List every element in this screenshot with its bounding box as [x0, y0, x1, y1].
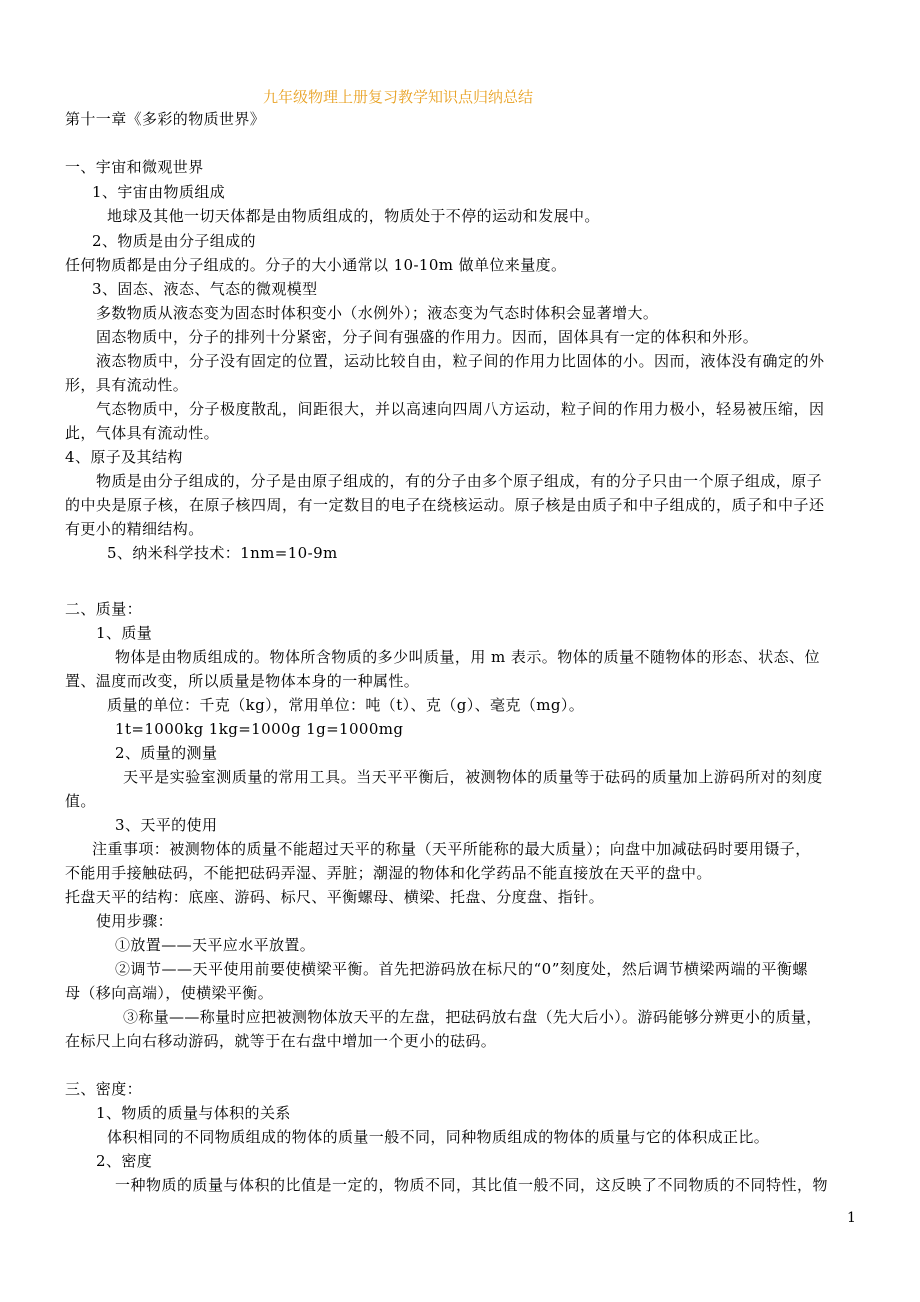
- text-line: 3、天平的使用: [115, 816, 218, 834]
- text-line: 置、温度而改变，所以质量是物体本身的一种属性。: [65, 672, 420, 690]
- text-line: 液态物质中，分子没有固定的位置，运动比较自由，粒子间的作用力比固体的小。因而，液体没有确定的外: [96, 352, 825, 370]
- text-line: 值。: [65, 792, 96, 810]
- page-number: 1: [847, 1210, 856, 1226]
- text-line: 2、质量的测量: [115, 744, 218, 762]
- text-line: 二、质量：: [65, 600, 143, 618]
- text-line: ②调节——天平使用前要使横梁平衡。首先把游码放在标尺的“0”刻度处，然后调节横梁两端的平衡螺: [115, 960, 808, 978]
- text-line: 2、密度: [96, 1152, 153, 1170]
- text-line: 母（移向高端），使横梁平衡。: [65, 984, 274, 1002]
- text-line: 第十一章《多彩的物质世界》: [65, 110, 266, 128]
- text-line: 不能用手接触砝码，不能把砝码弄湿、弄脏；潮湿的物体和化学药品不能直接放在天平的盘中。: [65, 864, 712, 882]
- text-line: 一种物质的质量与体积的比值是一定的，物质不同，其比值一般不同，这反映了不同物质的不同特性，物: [115, 1176, 829, 1194]
- text-line: 物体是由物质组成的。物体所含物质的多少叫质量，用 m 表示。物体的质量不随物体的形态、状态、位: [115, 648, 820, 666]
- text-line: 3、固态、液态、气态的微观模型: [92, 280, 318, 298]
- text-line: 质量的单位：千克（kg），常用单位：吨（t）、克（g）、毫克（mg）。: [107, 696, 585, 714]
- text-line: 1、质量: [96, 624, 153, 642]
- text-line: 此，气体具有流动性。: [65, 424, 220, 442]
- text-line: 2、物质是由分子组成的: [92, 232, 256, 250]
- document-title: 九年级物理上册复习教学知识点归纳总结: [263, 88, 534, 106]
- text-line: 1、宇宙由物质组成: [92, 183, 226, 201]
- text-line: 注重事项：被测物体的质量不能超过天平的称量（天平所能称的最大质量）；向盘中加减砝码时要用镊子，: [92, 840, 811, 858]
- text-line: 天平是实验室测质量的常用工具。当天平平衡后，被测物体的质量等于砝码的质量加上游码所对的刻度: [123, 768, 823, 786]
- text-line: 托盘天平的结构：底座、游码、标尺、平衡螺母、横梁、托盘、分度盘、指针。: [65, 888, 605, 906]
- text-line: 多数物质从液态变为固态时体积变小（水例外）；液态变为气态时体积会显著增大。: [96, 304, 659, 322]
- text-line: 有更小的精细结构。: [65, 520, 204, 538]
- text-line: 形，具有流动性。: [65, 376, 189, 394]
- text-line: 4、原子及其结构: [65, 448, 183, 466]
- text-line: 1t=1000kg 1kg=1000g 1g=1000mg: [115, 720, 404, 738]
- text-line: 在标尺上向右移动游码，就等于在右盘中增加一个更小的砝码。: [65, 1032, 497, 1050]
- text-line: 固态物质中，分子的排列十分紧密，分子间有强盛的作用力。因而，固体具有一定的体积和外形。: [96, 328, 759, 346]
- text-line: 气态物质中，分子极度散乱，间距很大，并以高速向四周八方运动，粒子间的作用力极小，轻易被压缩，因: [96, 400, 825, 418]
- text-line: ③称量——称量时应把被测物体放天平的左盘，把砝码放右盘（先大后小）。游码能够分辨更小的质量，: [123, 1008, 822, 1026]
- text-line: 地球及其他一切天体都是由物质组成的，物质处于不停的运动和发展中。: [107, 207, 600, 225]
- text-line: ①放置——天平应水平放置。: [115, 936, 316, 954]
- text-line: 1、物质的质量与体积的关系: [96, 1104, 291, 1122]
- text-line: 的中央是原子核，在原子核四周，有一定数目的电子在绕核运动。原子核是由质子和中子组成的，质子和中子还: [65, 496, 825, 514]
- text-line: 体积相同的不同物质组成的物体的质量一般不同，同种物质组成的物体的质量与它的体积成正比。: [107, 1128, 770, 1146]
- text-line: 一、宇宙和微观世界: [65, 158, 204, 176]
- text-line: 物质是由分子组成的，分子是由原子组成的，有的分子由多个原子组成，有的分子只由一个原子组成，原子: [96, 472, 823, 490]
- text-line: 5、纳米科学技术：1nm=10-9m: [107, 544, 338, 562]
- text-line: 三、密度：: [65, 1080, 143, 1098]
- text-line: 任何物质都是由分子组成的。分子的大小通常以 10-10m 做单位来量度。: [65, 256, 567, 274]
- text-line: 使用步骤：: [96, 912, 174, 930]
